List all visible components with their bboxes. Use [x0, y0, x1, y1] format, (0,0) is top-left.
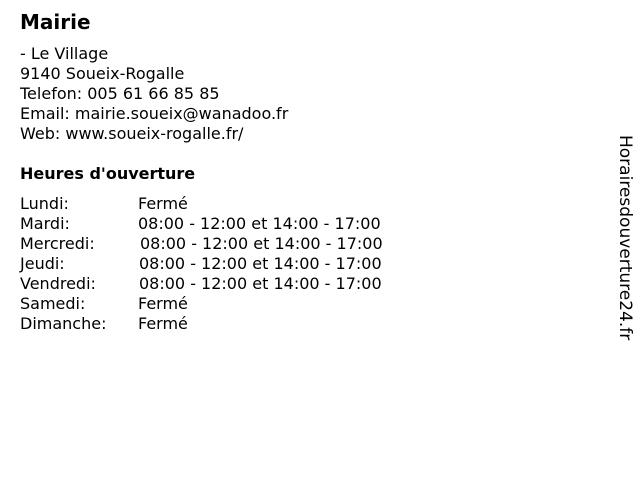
hours-value: 08:00 - 12:00 et 14:00 - 17:00	[138, 214, 381, 233]
street-address: - Le Village	[20, 44, 109, 63]
address-block	[20, 44, 288, 144]
day-label: Mercredi:	[20, 234, 95, 253]
site-watermark: Horairesdouverture24.fr	[615, 135, 635, 341]
hours-value: 08:00 - 12:00 et 14:00 - 17:00	[140, 234, 383, 253]
day-label: Samedi:	[20, 294, 86, 313]
hours-value: Fermé	[138, 294, 188, 313]
website-url: Web: www.soueix-rogalle.fr/	[20, 124, 244, 143]
day-label: Jeudi:	[20, 254, 65, 273]
email-address: Email: mairie.soueix@wanadoo.fr	[20, 104, 289, 123]
phone-number: Telefon: 005 61 66 85 85	[20, 84, 220, 103]
day-label: Dimanche:	[20, 314, 107, 333]
day-label: Mardi:	[20, 214, 70, 233]
day-label: Lundi:	[20, 194, 69, 213]
opening-hours-heading: Heures d'ouverture	[20, 164, 196, 183]
city-postcode: 9140 Soueix-Rogalle	[20, 64, 185, 83]
hours-value: 08:00 - 12:00 et 14:00 - 17:00	[139, 254, 382, 273]
day-label: Vendredi:	[20, 274, 96, 293]
hours-value: Fermé	[138, 314, 188, 333]
page-title: Mairie	[20, 10, 91, 34]
hours-value: Fermé	[138, 194, 188, 213]
hours-value: 08:00 - 12:00 et 14:00 - 17:00	[139, 274, 382, 293]
